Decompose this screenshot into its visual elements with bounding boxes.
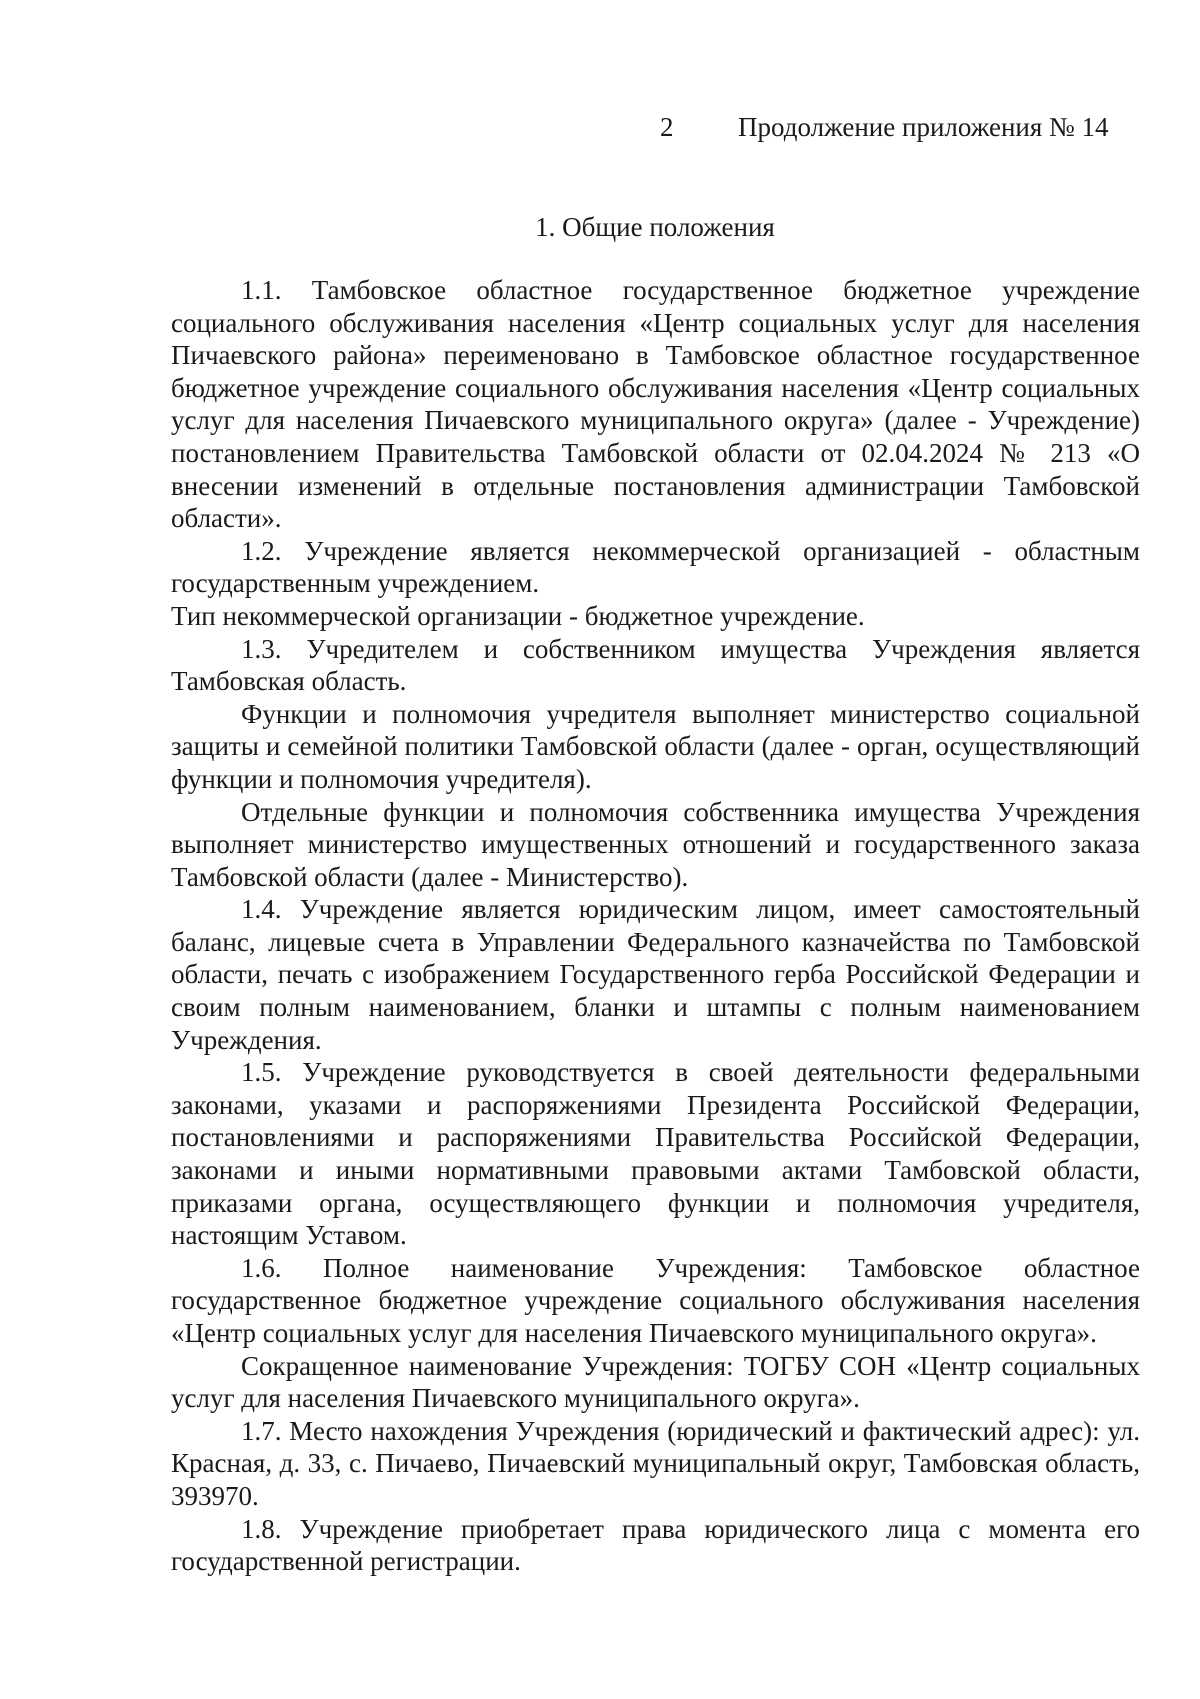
paragraph-1-8: 1.8. Учреждение приобретает права юридического лица с момента его государственной регистрации. bbox=[171, 1513, 1140, 1577]
paragraph-1-6: 1.6. Полное наименование Учреждения: Тамбовское областное государственное бюджетное учреждение социального обслуживания населения «Центр социальных услуг для населения Пичаевского муниципального округа». bbox=[171, 1252, 1140, 1348]
paragraph-1-2: 1.2. Учреждение является некоммерческой организацией - областным государственным учреждением. bbox=[171, 535, 1140, 599]
appendix-continuation-label: Продолжение приложения № 14 bbox=[738, 112, 1109, 142]
paragraph-1-4: 1.4. Учреждение является юридическим лицом, имеет самостоятельный баланс, лицевые счета в Управлении Федерального казначейства по Тамбовской области, печать с изображением Государственного герба Российской Федерации и своим полным наименованием, бланки и штампы с полным наименованием Учреждения. bbox=[171, 894, 1140, 1055]
paragraph-nonprofit-type: Тип некоммерческой организации - бюджетное учреждение. bbox=[171, 600, 865, 631]
paragraph-founder-functions: Функции и полномочия учредителя выполняет министерство социальной защиты и семейной политики Тамбовской области (далее - орган, осуществляющий функции и полномочия учредителя). bbox=[171, 698, 1140, 794]
page-number: 2 bbox=[660, 112, 674, 142]
paragraph-owner-functions: Отдельные функции и полномочия собственника имущества Учреждения выполняет министерство имущественных отношений и государственного заказа Тамбовской области (далее - Министерство). bbox=[171, 796, 1140, 892]
paragraph-1-5: 1.5. Учреждение руководствуется в своей деятельности федеральными законами, указами и распоряжениями Президента Российской Федерации, постановлениями и распоряжениями Правительства Российской Федерации, законами и иными нормативными правовыми актами Тамбовской области, приказами органа, осуществляющего функции и полномочия учредителя, настоящим Уставом. bbox=[171, 1057, 1140, 1251]
section-title: 1. Общие положения bbox=[535, 212, 775, 242]
paragraph-1-7: 1.7. Место нахождения Учреждения (юридический и фактический адрес): ул. Красная, д. 33, с. Пичаево, Пичаевский муниципальный округ, Тамбовская область, 393970. bbox=[171, 1415, 1140, 1511]
page-header bbox=[0, 112, 1200, 152]
document-body bbox=[171, 274, 1140, 1578]
paragraph-1-3: 1.3. Учредителем и собственником имущества Учреждения является Тамбовская область. bbox=[171, 633, 1140, 697]
paragraph-short-name: Сокращенное наименование Учреждения: ТОГБУ СОН «Центр социальных услуг для населения Пичаевского муниципального округа». bbox=[171, 1350, 1140, 1414]
paragraph-1-1: 1.1. Тамбовское областное государственное бюджетное учреждение социального обслуживания населения «Центр социальных услуг для населения Пичаевского района» переименовано в Тамбовское областное государственное бюджетное учреждение социального обслуживания населения «Центр социальных услуг для населения Пичаевского муниципального округа» (далее - Учреждение) постановлением Правительства Тамбовской области от 02.04.2024 № 213 «О внесении изменений в отдельные постановления администрации Тамбовской области». bbox=[171, 275, 1140, 534]
